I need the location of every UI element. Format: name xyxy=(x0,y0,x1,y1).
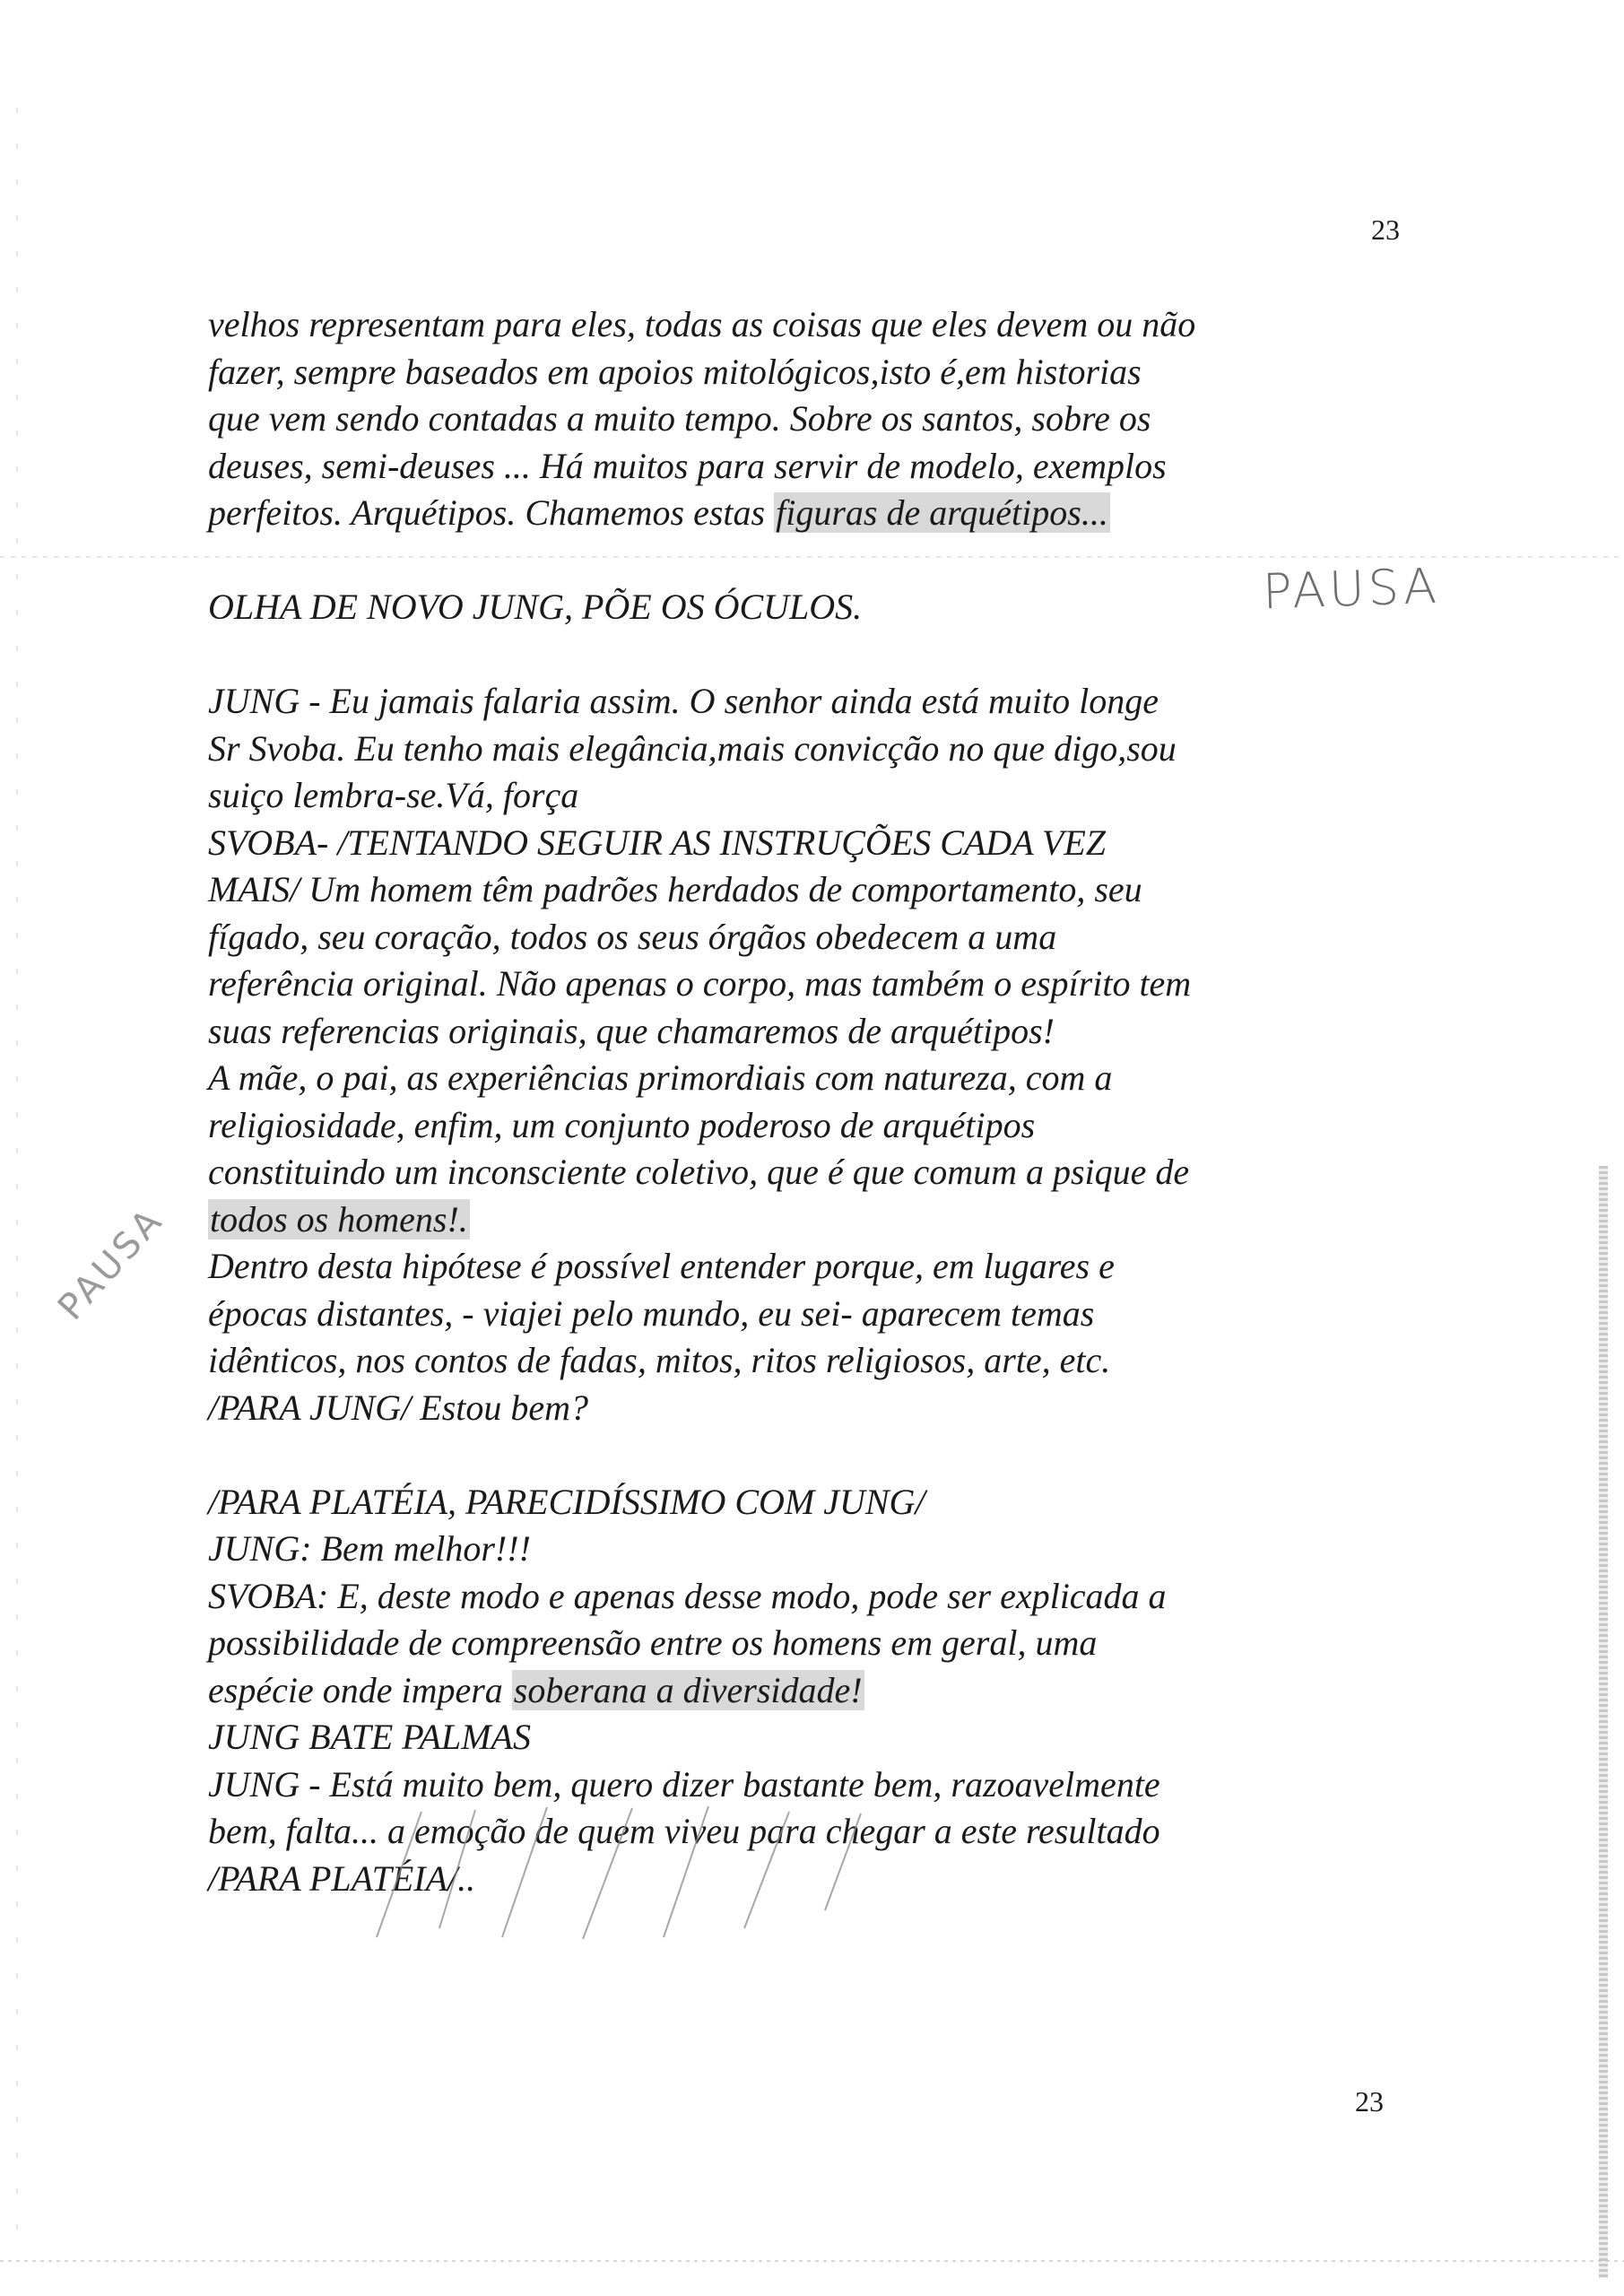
text-line: fígado, seu coração, todos os seus órgãos obedecem a uma xyxy=(208,916,1057,957)
script-body xyxy=(208,301,1410,1902)
text-line xyxy=(208,490,1410,537)
highlighted-text: soberana a diversidade! xyxy=(513,1669,863,1710)
text-segment: espécie onde impera xyxy=(208,1669,512,1710)
stage-direction: /PARA PLATÉIA, PARECIDÍSSIMO COM JUNG/ xyxy=(208,1481,925,1522)
text-line xyxy=(208,1196,1410,1244)
text-line: bem, falta... a emoção de quem viveu para chegar a este resultado xyxy=(208,1811,1160,1851)
stage-direction: JUNG BATE PALMAS xyxy=(208,1717,531,1757)
pencil-strike-marks xyxy=(323,1803,951,1946)
scan-artifact-right xyxy=(1599,1166,1608,2278)
scan-artifact-bottom-line xyxy=(0,2260,1624,2262)
text-line: possibilidade de compreensão entre os homens em geral, uma xyxy=(208,1622,1098,1663)
text-line: MAIS/ Um homem têm padrões herdados de comportamento, seu xyxy=(208,869,1142,909)
text-line: que vem sendo contadas a muito tempo. Sobre os santos, sobre os xyxy=(208,398,1151,439)
text-line: JUNG - Eu jamais falaria assim. O senhor ainda está muito longe xyxy=(208,681,1159,721)
text-line: /PARA JUNG/ Estou bem? xyxy=(208,1387,589,1428)
highlighted-text: todos os homens!. xyxy=(210,1198,468,1239)
text-line: religiosidade, enfim, um conjunto poderoso de arquétipos xyxy=(208,1104,1036,1145)
text-line: referência original. Não apenas o corpo, mas também o espírito tem xyxy=(208,963,1192,1004)
text-line: épocas distantes, - viajei pelo mundo, eu sei- aparecem temas xyxy=(208,1292,1095,1334)
text-line: deuses, semi-deuses ... Há muitos para servir de modelo, exemplos xyxy=(208,445,1167,486)
page-number-bottom: 23 xyxy=(1355,2085,1384,2118)
text-line: JUNG - Está muito bem, quero dizer bastante bem, razoavelmente xyxy=(208,1763,1160,1805)
text-line xyxy=(208,1667,1410,1715)
highlighted-text: figuras de arquétipos... xyxy=(776,492,1108,533)
scan-artifact-left xyxy=(16,108,18,2242)
text-line: SVOBA- /TENTANDO SEGUIR AS INSTRUÇÕES CADA VEZ xyxy=(208,822,1107,863)
text-segment: perfeitos. Arquétipos. Chamemos estas xyxy=(208,492,775,533)
text-line: suiço lembra-se.Vá, força xyxy=(208,775,579,815)
text-line: suas referencias originais, que chamaremos de arquétipos! xyxy=(208,1010,1055,1051)
page-number-top: 23 xyxy=(1371,213,1400,246)
text-line: fazer, sempre baseados em apoios mitológicos,isto é,em historias xyxy=(208,351,1142,392)
text-line: /PARA PLATÉIA/.. xyxy=(208,1857,476,1899)
text-line: constituindo um inconsciente coletivo, que é que comum a psique de xyxy=(208,1152,1190,1192)
text-line: JUNG: Bem melhor!!! xyxy=(208,1528,531,1569)
text-line: Dentro desta hipótese é possível entender porque, em lugares e xyxy=(208,1246,1115,1286)
text-line: A mãe, o pai, as experiências primordiais com natureza, com a xyxy=(208,1057,1113,1098)
text-line: velhos representam para eles, todas as coisas que eles devem ou não xyxy=(208,304,1196,344)
text-line: SVOBA: E, deste modo e apenas desse modo, pode ser explicada a xyxy=(208,1575,1167,1616)
handwritten-pausa-annotation-margin: PAUSA xyxy=(50,1199,172,1328)
stage-direction: OLHA DE NOVO JUNG, PÕE OS ÓCULOS. xyxy=(208,587,863,627)
text-line: idênticos, nos contos de fadas, mitos, ritos religiosos, arte, etc. xyxy=(208,1340,1111,1380)
handwritten-pausa-annotation: PAUSA xyxy=(1261,557,1441,621)
text-line: Sr Svoba. Eu tenho mais elegância,mais convicção no que digo,sou xyxy=(208,727,1177,769)
